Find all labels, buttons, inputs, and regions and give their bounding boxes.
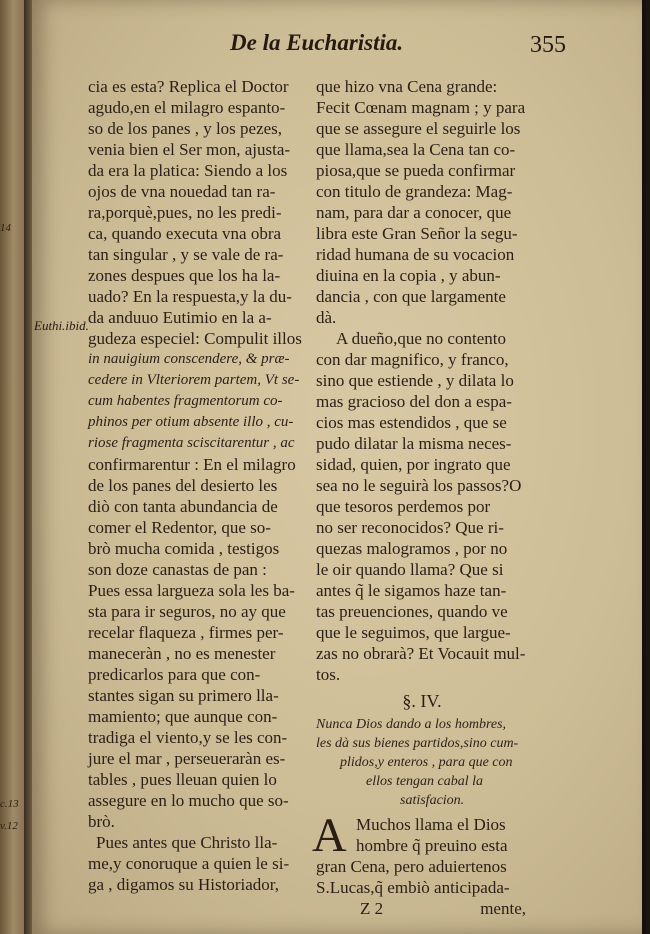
- text-line: que hizo vna Cena grande:: [316, 77, 498, 96]
- text-line: le oir quando llama? Que si: [316, 560, 504, 579]
- text-line: Muchos llama el Dios: [356, 815, 506, 834]
- section-heading-line: ellos tengan cabal la: [366, 774, 484, 789]
- text-line: me,y conoruque a quien le si-: [88, 854, 290, 873]
- text-line: cia es esta? Replica el Doctor: [88, 77, 289, 96]
- section-heading-line: Nunca Dios dando a los hombres,: [316, 717, 507, 732]
- text-line: assegure en lo mucho que so-: [88, 791, 289, 810]
- text-line: mas gracioso del don a espa-: [316, 392, 512, 411]
- page-header: [230, 26, 590, 62]
- text-line: tradiga el viento,y se les con-: [88, 728, 288, 747]
- text-line: gran Cena, pero aduiertenos: [316, 857, 507, 876]
- right-text-column: [312, 76, 528, 920]
- text-line: con dar magnifico, y franco,: [316, 350, 509, 369]
- text-line: comer el Redentor, que so-: [88, 518, 271, 537]
- text-line: libra este Gran Señor la segu-: [316, 224, 518, 243]
- text-line: zas no obrarà? Et Vocauit mul-: [316, 644, 526, 663]
- text-line: antes q̃ le sigamos haze tan-: [316, 581, 507, 600]
- text-line: sino que estiende , y dilata lo: [316, 371, 514, 390]
- text-line: sidad, quien, por ingrato que: [316, 455, 511, 474]
- text-line: predicarlos para que con-: [88, 665, 261, 684]
- text-line: dà.: [316, 308, 337, 327]
- text-line: brò.: [88, 812, 115, 831]
- text-line: tas preuenciones, quando ve: [316, 602, 508, 621]
- text-line: diuina en la copia , y abun-: [316, 266, 501, 285]
- text-line: confirmarentur : En el milagro: [88, 455, 296, 474]
- previous-page-edge: [0, 0, 24, 934]
- text-line: mamiento; que aunque con-: [88, 707, 278, 726]
- page-footer: [316, 898, 528, 920]
- text-line: jure el mar , perseueraràn es-: [88, 749, 286, 768]
- page-edge-shadow: [642, 0, 646, 934]
- text-line: da anduuo Eutimio en la a-: [88, 308, 272, 327]
- left-text-column: [88, 76, 302, 895]
- signature-mark: Z 2: [360, 899, 384, 918]
- drop-cap-initial: A: [312, 809, 347, 862]
- paragraph-start-line: A dueño,que no contento: [336, 329, 506, 348]
- text-line: de los panes del desierto les: [88, 476, 278, 495]
- text-line: stantes sigan su primero lla-: [88, 686, 279, 705]
- prev-page-margin-note: v.12: [0, 820, 18, 832]
- prev-page-margin-note: 14: [0, 222, 11, 234]
- opening-paragraph: [312, 809, 528, 898]
- text-line: tables , pues lleuan quien lo: [88, 770, 277, 789]
- text-line: no ser reconocidos? Que ri-: [316, 518, 504, 537]
- text-line: brò mucha comida , testigos: [88, 539, 280, 558]
- prev-page-margin-note: c.13: [0, 798, 19, 810]
- section-heading-line: les dà sus bienes partidos,sino cum-: [316, 736, 519, 751]
- text-line: agudo,en el milagro espanto-: [88, 98, 286, 117]
- text-line: Pues essa largueza sola les ba-: [88, 581, 295, 600]
- text-line: con titulo de grandeza: Mag-: [316, 182, 513, 201]
- text-line: ca, quando executa vna obra: [88, 224, 282, 243]
- page-number: 355: [530, 32, 566, 58]
- running-head: De la Eucharistia.: [230, 30, 404, 55]
- text-line: ra,porquè,pues, no les predi-: [88, 203, 282, 222]
- paragraph-start-line: Pues antes que Christo lla-: [96, 833, 278, 852]
- text-line: recelar flaqueza , firmes per-: [88, 623, 284, 642]
- section-heading-line: plidos,y enteros , para que con: [340, 755, 513, 770]
- text-line: sea no le seguirà los passos?O: [316, 476, 522, 495]
- text-line: tos.: [316, 665, 341, 684]
- text-line: que le seguimos, que largue-: [316, 623, 511, 642]
- text-line: ga , digamos su Historiador,: [88, 875, 280, 894]
- text-line: cios mas estendidos , que se: [316, 413, 507, 432]
- marginal-citation: Euthi.ibid.: [34, 318, 89, 333]
- text-line: que se assegure el seguirle los: [316, 119, 521, 138]
- text-line: hombre q̃ preuino esta: [356, 836, 508, 855]
- text-line: ojos de vna nouedad tan ra-: [88, 182, 276, 201]
- text-line: sta para ir seguros, no ay que: [88, 602, 286, 621]
- text-line: diò con tanta abundancia de: [88, 497, 278, 516]
- latin-quote-line: in nauigium conscendere, & præ-: [88, 351, 290, 367]
- text-line: maneceràn , no es menester: [88, 644, 276, 663]
- text-line: pudo dilatar la misma neces-: [316, 434, 512, 453]
- text-line: que tesoros perdemos por: [316, 497, 491, 516]
- latin-quote-line: cum habentes fragmentorum co-: [88, 393, 283, 409]
- text-line: nam, para dar a conocer, que: [316, 203, 512, 222]
- catchword: mente,: [480, 899, 526, 918]
- section-number: §. IV.: [402, 691, 442, 711]
- text-line: da era la platica: Siendo a los: [88, 161, 288, 180]
- text-line: venia bien el Ser mon, ajusta-: [88, 140, 291, 159]
- latin-quote-line: phinos per otium absente illo , cu-: [88, 414, 294, 430]
- section-heading-line: satisfacion.: [400, 793, 465, 808]
- latin-quote-line: cedere in Vlteriorem partem, Vt se-: [88, 372, 300, 388]
- text-line: zones despues que los ha la-: [88, 266, 281, 285]
- text-line: quezas malogramos , por no: [316, 539, 508, 558]
- text-line: Fecit Cœnam magnam ; y para: [316, 98, 526, 117]
- text-line: tan singular , y se vale de ra-: [88, 245, 284, 264]
- text-line: so de los panes , y los pezes,: [88, 119, 283, 138]
- section-heading: [316, 715, 528, 810]
- text-line: dancia , con que largamente: [316, 287, 506, 306]
- text-line: piosa,que se pueda confirmar: [316, 161, 516, 180]
- text-line: ridad humana de su vocacion: [316, 245, 515, 264]
- latin-quote-line: riose fragmenta sciscitarentur , ac: [88, 435, 295, 451]
- text-line: son doze canastas de pan :: [88, 560, 267, 579]
- text-line: que llama,sea la Cena tan co-: [316, 140, 516, 159]
- text-line: gudeza especiel: Compulit illos: [88, 329, 302, 348]
- text-line: uado? En la respuesta,y la du-: [88, 287, 292, 306]
- text-line: S.Lucas,q̃ embiò anticipada-: [316, 878, 510, 897]
